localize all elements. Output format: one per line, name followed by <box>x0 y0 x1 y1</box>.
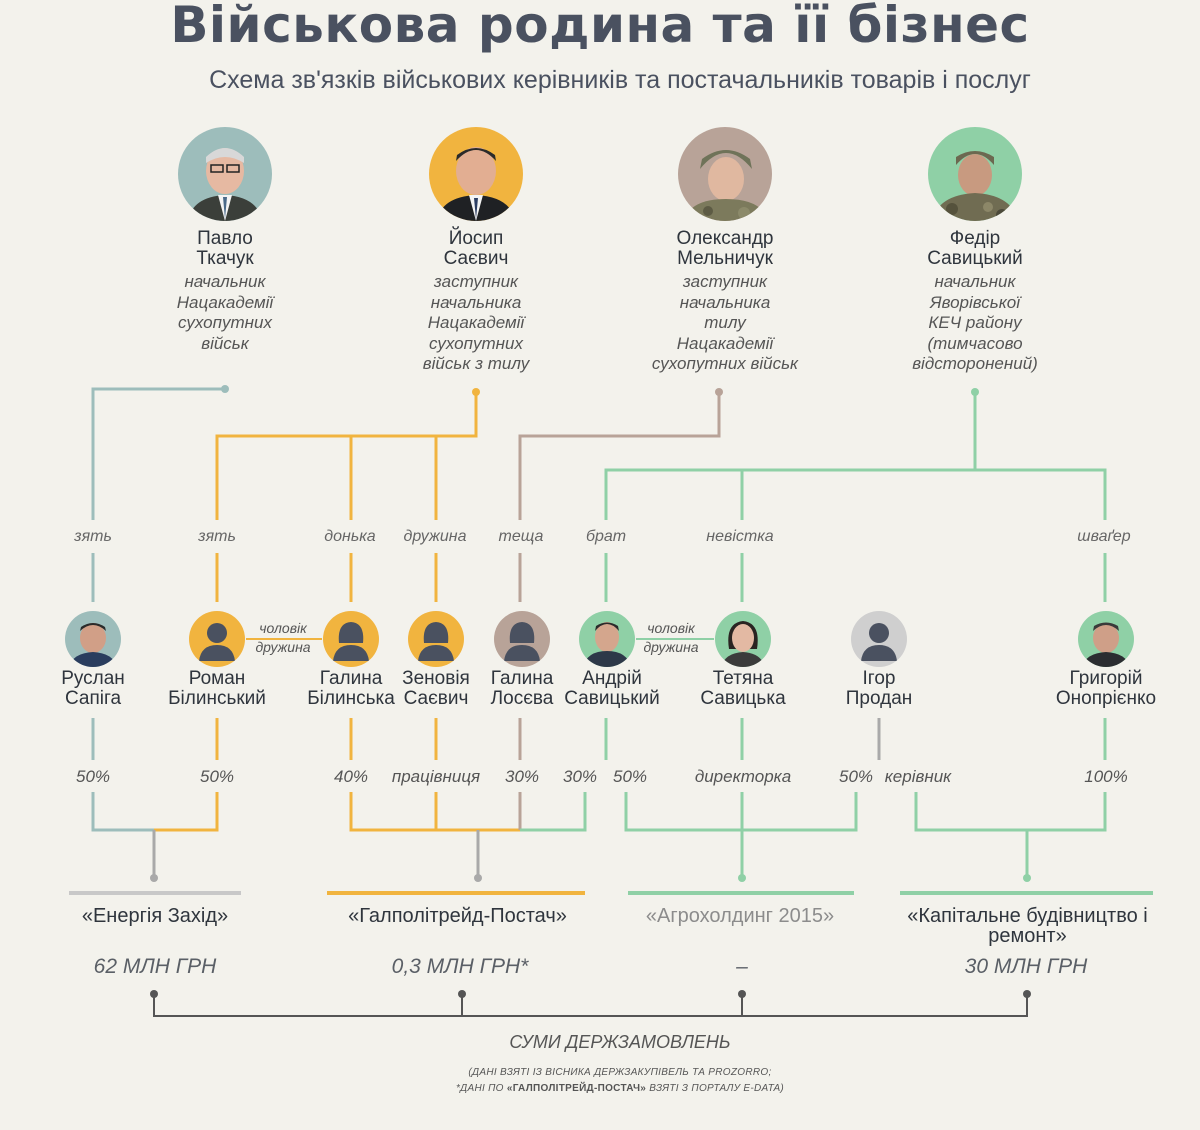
person-silhouette-icon <box>851 611 907 667</box>
relative-name: Григорій Онопрієнко <box>1055 668 1157 709</box>
official-name-melnychuk: Олександр Мельничук <box>676 228 774 269</box>
relative-name: Галина Лосєва <box>490 668 554 709</box>
stake-label: 50% <box>612 767 648 786</box>
stake-link <box>916 792 1105 830</box>
stake-link <box>520 792 585 830</box>
company-node <box>474 874 482 882</box>
portrait-icon <box>178 127 272 221</box>
official-role-savytskyi: начальник Яворівської КЕЧ району (тимчасово відсторонений) <box>912 272 1038 373</box>
official-role-saievych: заступник начальника Нацакадемії сухопутних військ з тилу <box>422 272 530 373</box>
stake-label: 30% <box>504 767 540 786</box>
portrait-icon <box>1078 611 1134 667</box>
official-name-saievych: Йосип Саєвич <box>443 228 509 269</box>
portrait-icon <box>678 127 772 221</box>
sums-bracket-node <box>150 990 158 998</box>
relation-label: дружина <box>403 528 467 545</box>
relation-label: донька <box>324 528 376 545</box>
stake-label: керівник <box>884 767 952 786</box>
sums-label: СУМИ ДЕРЖЗАМОВЛЕНЬ <box>509 1032 731 1052</box>
footnote-line1: (ДАНІ ВЗЯТІ ІЗ ВІСНИКА ДЕРЖЗАКУПІВЕЛЬ ТА PROZORRO; <box>468 1067 772 1078</box>
company-ahrokholdynh-2015: «Агрохолдинг 2015» <box>645 905 835 927</box>
relation-label: зять <box>198 528 236 545</box>
avatar-zenoviia-silhouette <box>408 611 464 667</box>
portrait-icon <box>715 611 771 667</box>
portrait-icon <box>65 611 121 667</box>
saievych-node <box>472 388 480 396</box>
company-kapitalne-budivnytstvo: «Капітальне будівництво і ремонт» <box>907 905 1148 947</box>
stake-label: 40% <box>333 767 369 786</box>
avatar-losieva-silhouette <box>494 611 550 667</box>
avatar-onopriienko <box>1078 611 1134 667</box>
company-node <box>150 874 158 882</box>
relation-label: зять <box>74 528 112 545</box>
spouse-label-savytski: чоловік дружина <box>643 620 699 655</box>
page-subtitle: Схема зв'язків військових керівників та постачальників товарів і послуг <box>209 66 1031 94</box>
relative-name: Тетяна Савицька <box>700 668 786 709</box>
company-node <box>738 874 746 882</box>
sums-bracket-node <box>458 990 466 998</box>
relative-name: Ігор Продан <box>845 668 913 709</box>
amount-energiia-zakhid: 62 МЛН ГРН <box>93 955 217 978</box>
sums-bracket-node <box>1023 990 1031 998</box>
relation-label: шваґер <box>1077 528 1131 545</box>
avatar-prodan-silhouette <box>851 611 907 667</box>
official-role-tkachuk: начальник Нацакадемії сухопутних військ <box>176 272 274 353</box>
savytskyi-node <box>971 388 979 396</box>
relation-label: теща <box>498 528 544 545</box>
company-energiia-zakhid: «Енергія Захід» <box>81 905 229 927</box>
official-name-savytskyi: Федір Савицький <box>927 228 1023 269</box>
tkachuk-node <box>221 385 229 393</box>
official-role-melnychuk: заступник начальника тилу Нацакадемії сухопутних військ <box>651 272 799 373</box>
stake-label: 50% <box>838 767 874 786</box>
stake-label: 100% <box>1084 767 1128 786</box>
melnychuk-node <box>715 388 723 396</box>
avatar-tkachuk <box>178 127 272 221</box>
sums-bracket <box>154 994 1027 1016</box>
company-node <box>1023 874 1031 882</box>
avatar-saievych <box>429 127 523 221</box>
melnychuk-link <box>520 392 719 520</box>
savytskyi-link <box>606 392 975 520</box>
stake-label: 50% <box>199 767 235 786</box>
stake-link <box>154 792 217 830</box>
relation-label: невістка <box>706 528 774 545</box>
footnote-line2: *ДАНІ ПО «ГАЛПОЛІТРЕЙД-ПОСТАЧ» ВЗЯТІ З ПОРТАЛУ E-DATA) <box>455 1083 785 1094</box>
relative-name: Руслан Сапіга <box>61 668 125 709</box>
female-silhouette-icon <box>408 611 464 667</box>
page-title: Військова родина та її бізнес <box>170 0 1030 54</box>
portrait-icon <box>429 127 523 221</box>
avatar-sapiga <box>65 611 121 667</box>
relative-name: Галина Білинська <box>307 668 395 709</box>
tkachuk-link <box>93 389 225 520</box>
avatar-melnychuk <box>678 127 772 221</box>
female-silhouette-icon <box>494 611 550 667</box>
amount-ahrokholdynh-2015: – <box>736 955 748 978</box>
stake-label: директорка <box>694 767 792 786</box>
spouse-label-bilynski: чоловік дружина <box>255 620 311 655</box>
amount-halpolitreid-postach: 0,3 МЛН ГРН* <box>391 955 529 978</box>
amount-kapitalne-budivnytstvo: 30 МЛН ГРН <box>964 955 1088 978</box>
relation-label: брат <box>585 528 627 545</box>
savytskyi-link <box>975 470 1105 520</box>
relative-name: Роман Білинський <box>168 668 266 709</box>
stake-label: 30% <box>562 767 598 786</box>
company-halpolitreid-postach: «Галполітрейд-Постач» <box>348 905 567 927</box>
avatar-savytskyi <box>928 127 1022 221</box>
relative-name: Зеновія Саєвич <box>402 668 470 709</box>
relative-name: Андрій Савицький <box>564 668 660 709</box>
stake-label: працівниця <box>391 767 481 786</box>
avatar-tetiana-savytska <box>715 611 771 667</box>
stake-link <box>93 792 154 830</box>
sums-bracket-node <box>738 990 746 998</box>
portrait-icon <box>928 127 1022 221</box>
official-name-tkachuk: Павло Ткачук <box>196 228 254 269</box>
stake-label: 50% <box>75 767 111 786</box>
